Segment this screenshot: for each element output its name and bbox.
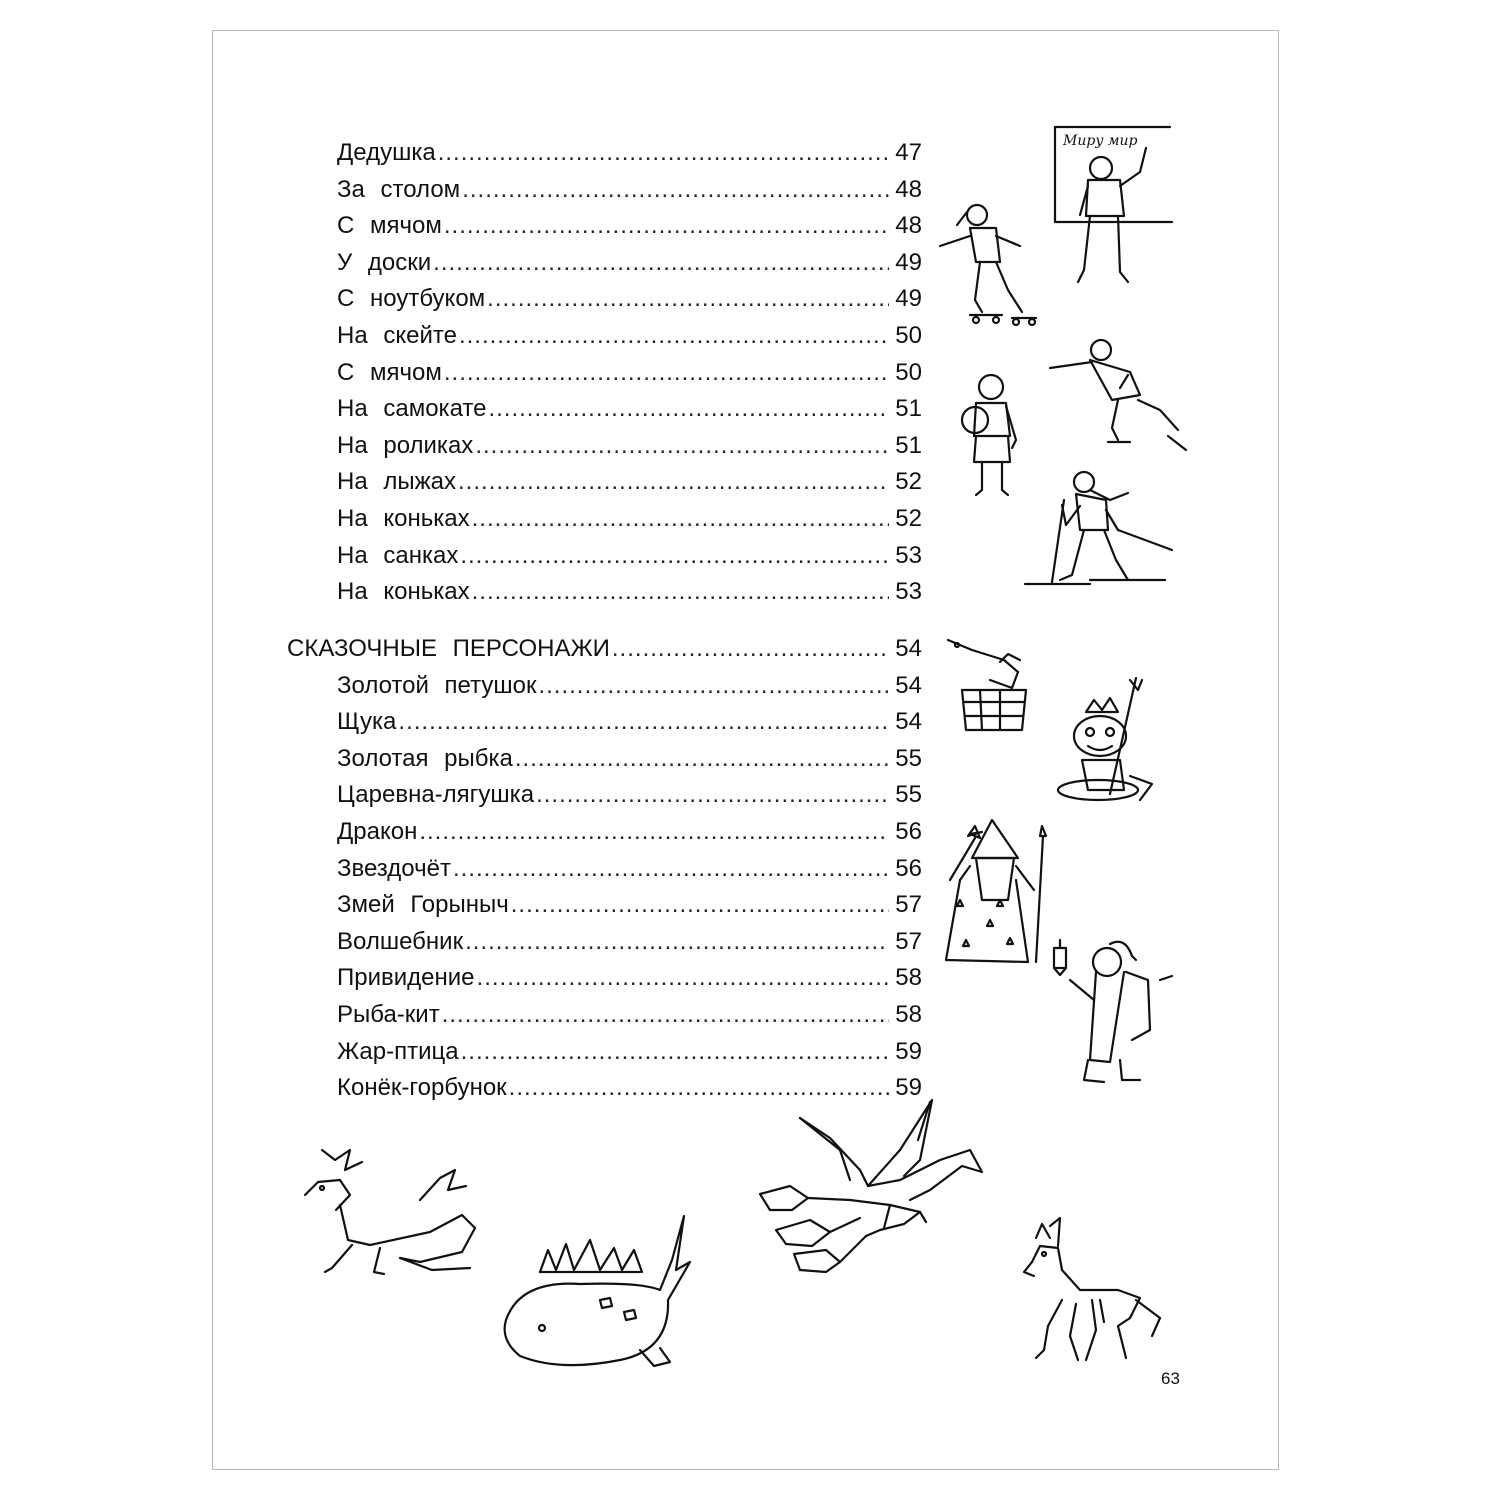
toc-entry[interactable]: С мячом ..... 50 [337, 357, 922, 389]
toc-entry[interactable]: На самокате ..... 51 [337, 393, 922, 425]
dragon-illustration [305, 1150, 475, 1274]
toc-entry[interactable]: Дракон ..... 56 [337, 816, 922, 848]
page-number: 63 [1161, 1369, 1180, 1388]
boy-at-blackboard-illustration [1055, 127, 1172, 282]
toc-entry[interactable]: Жар-птица ..... 59 [337, 1036, 922, 1068]
toc-entry[interactable]: На коньках ..... 53 [337, 576, 922, 608]
ice-skater-illustration [1050, 340, 1186, 450]
svg-text:Миру мир: Миру мир [1063, 133, 1138, 149]
toc-entry[interactable]: Привидение ..... 58 [337, 962, 922, 994]
toc-entry[interactable]: Царевна-лягушка ..... 55 [337, 779, 922, 811]
toc-entry[interactable]: Волшебник ..... 57 [337, 926, 922, 958]
toc-entry[interactable]: На роликах ..... 51 [337, 430, 922, 462]
toc-entry[interactable]: На лыжах ..... 52 [337, 466, 922, 498]
boy-with-ball-illustration [962, 375, 1016, 495]
toc-entry[interactable]: Золотой петушок ..... 54 [337, 670, 922, 702]
toc-entry[interactable]: На скейте ..... 50 [337, 320, 922, 352]
toc-entry[interactable]: Щука ..... 54 [337, 706, 922, 738]
toc-entry[interactable]: За столом ..... 48 [337, 174, 922, 206]
toc-entry[interactable]: Змей Горыныч ..... 57 [337, 889, 922, 921]
toc-entry[interactable]: На санках ..... 53 [337, 540, 922, 572]
gnome-with-lantern-illustration [1054, 940, 1172, 1082]
frog-princess-illustration [1058, 678, 1152, 800]
toc-entry[interactable]: Рыба-кит ..... 58 [337, 999, 922, 1031]
toc-entry[interactable]: Дедушка ..... 47 [337, 137, 922, 169]
toc-entry[interactable]: Золотая рыбка ..... 55 [337, 743, 922, 775]
toc-section-heading[interactable]: СКАЗОЧНЫЕ ПЕРСОНАЖИ ..... 54 [287, 633, 922, 665]
three-headed-dragon-illustration [760, 1100, 982, 1272]
toc-entry[interactable]: Звездочёт ..... 56 [337, 853, 922, 885]
humpbacked-horse-illustration [1024, 1218, 1160, 1360]
stargazer-illustration [946, 820, 1046, 962]
fish-whale-illustration [505, 1216, 690, 1366]
toc-entry[interactable]: Конёк-горбунок ..... 59 [337, 1072, 922, 1104]
pike-in-barrel-illustration [948, 640, 1026, 730]
toc-entry[interactable]: На коньках ..... 52 [337, 503, 922, 535]
roller-skater-illustration [940, 205, 1036, 325]
toc-entry[interactable]: С ноутбуком ..... 49 [337, 283, 922, 315]
skier-illustration [1025, 472, 1172, 584]
toc-entry[interactable]: У доски ..... 49 [337, 247, 922, 279]
toc-entry[interactable]: С мячом ..... 48 [337, 210, 922, 242]
